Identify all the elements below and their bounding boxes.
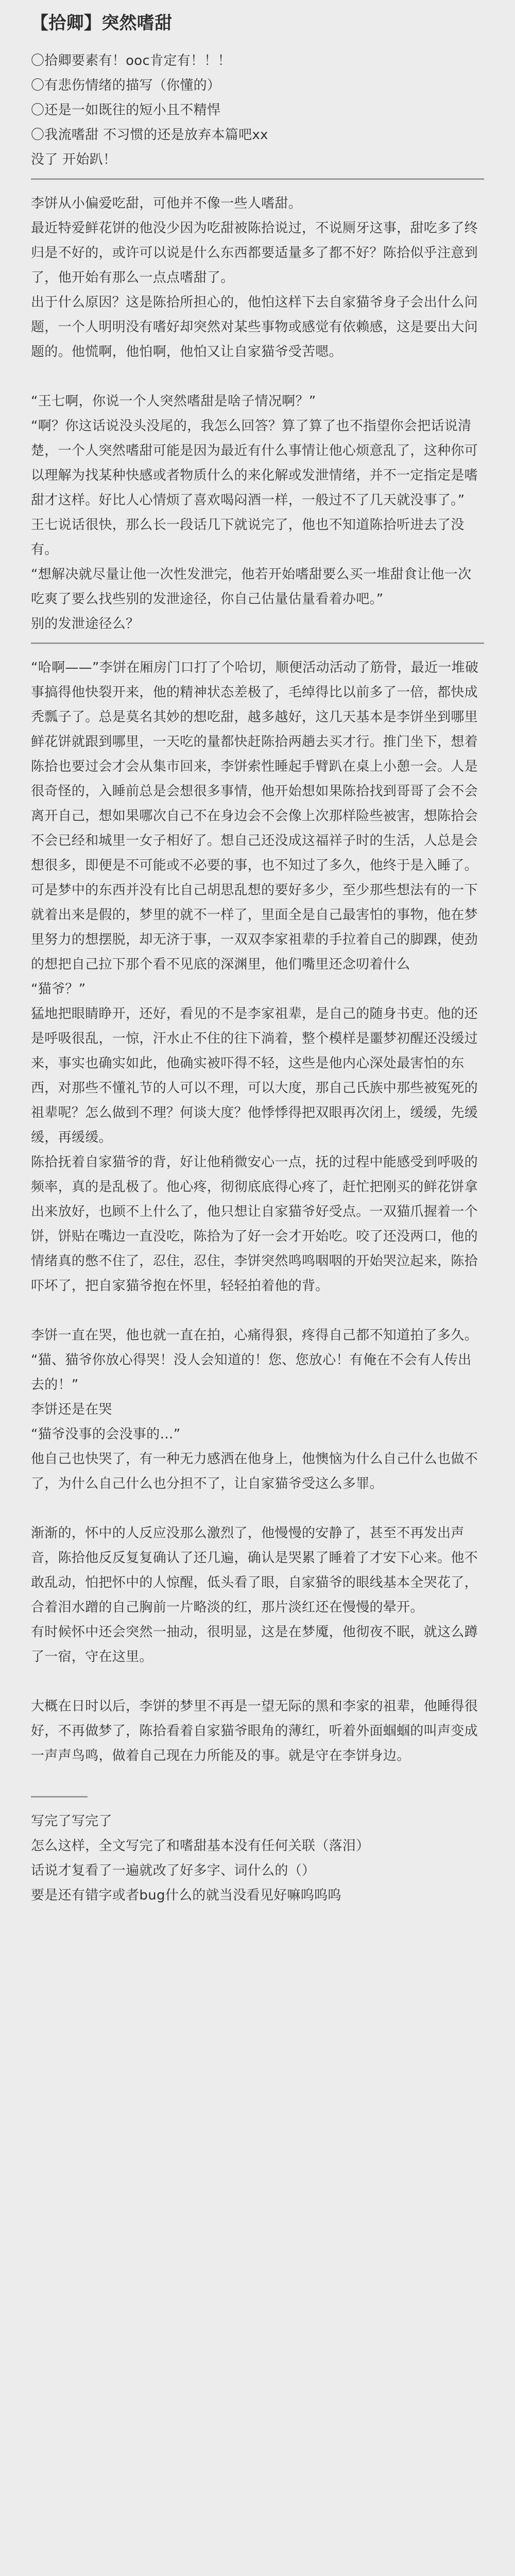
paragraph: 陈拾抚着自家猫爷的背，好让他稍微安心一点，抚的过程中能感受到呼吸的频率，真的是乱极了。他心疼，彻彻底底得心疼了，赶忙把刚买的鲜花饼拿出来放好，也顾不上什么了，他只想让自家猫爷好受点。一双猫爪握着一个饼，饼贴在嘴边一直没吃，陈拾为了好一会才开始吃。咬了还没两口，他的情绪真的憋不住了，忍住，忍住，李饼突然鸣鸣咽咽的开始哭泣起来，陈拾吓坏了，把自家猫爷抱在怀里，轻轻拍着他的背。	[31, 1155, 478, 1294]
paragraph: 王七说话很快，那么长一段话几下就说完了，他也不知道陈拾听进去了没有。	[31, 517, 465, 557]
divider	[31, 178, 484, 180]
blank-line	[31, 364, 484, 389]
paragraph: “猫爷？”	[31, 981, 86, 997]
page-title: 【拾卿】突然嗜甜	[31, 13, 173, 33]
afterword-line: 怎么这样，全文写完了和嗜甜基本没有任何关联（落泪）	[31, 1838, 370, 1854]
section-1	[31, 191, 484, 636]
paragraph: 出于什么原因？这是陈拾所担心的，他怕这样下去自家猫爷身子会出什么问题，一个人明明没有嗜好却突然对某些事物或感觉有依赖感，这是要出大问题的。他慌啊，他怕啊，他怕又让自家猫爷受苦嗯。	[31, 295, 478, 360]
divider	[31, 642, 484, 644]
note-line: 〇有悲伤情绪的描写（你懂的）	[31, 78, 221, 93]
paragraph: “啊？你这话说没头没尾的，我怎么回答？算了算了也不指望你会把话说清楚，一个人突然嗜甜可能是因为最近有什么事情让他心烦意乱了，这种你可以理解为找某种快感或者物质什么的来化解或发泄情绪，并不一定指定是嗜甜才这样。好比人心情烦了喜欢喝闷酒一样，一般过不了几天就没事了。”	[31, 418, 478, 508]
afterword-line: 话说才复看了一遍就改了好多字、词什么的（）	[31, 1863, 316, 1878]
paragraph: 有时候怀中还会突然一抽动，很明显，这是在梦魇，他彻夜不眠，就这么蹲了一宿，守在这里。	[31, 1624, 478, 1665]
section-5	[31, 1694, 484, 1768]
paragraph: “王七啊，你说一个人突然嗜甜是啥子情况啊？”	[31, 394, 316, 409]
notes-block	[31, 48, 484, 172]
section-3	[31, 1323, 484, 1496]
blank-line	[31, 1669, 484, 1694]
paragraph: 李饼一直在哭，他也就一直在拍，心痛得狠，疼得自己都不知道拍了多久。	[31, 1328, 478, 1343]
paragraph: 他自己也快哭了，有一种无力感洒在他身上，他懊恼为什么自己什么也做不了，为什么自己什么也分担不了，让自家猫爷受这么多罪。	[31, 1451, 478, 1492]
blank-line	[31, 1496, 484, 1521]
note-line: 〇我流嗜甜 不习惯的还是放弃本篇吧xx	[31, 127, 268, 143]
paragraph: 渐渐的，怀中的人反应没那么激烈了，他慢慢的安静了，甚至不再发出声音，陈拾他反反复复确认了还几遍，确认是哭累了睡着了才安下心来。他不敢乱动，怕把怀中的人惊醒，低头看了眼，自家猫爷的眼线基本全哭花了，合着泪水蹭的自己胸前一片略淡的红，那片淡红还在慢慢的晕开。	[31, 1526, 478, 1615]
paragraph: “哈啊——”李饼在厢房门口打了个哈切，顺便活动活动了筋骨，最近一堆破事搞得他快裂开来，他的精神状态差极了，毛绰得比以前多了一倍，都快成秃瓢子了。总是莫名其妙的想吃甜，越多越好，这几天基本是李饼坐到哪里鲜花饼就跟到哪里，一天吃的量都快赶陈拾两趟去买才行。推门坐下，想着陈拾也要过会才会从集市回来，李饼索性睡起手臂趴在桌上小憩一会。人是很奇怪的，入睡前总是会想很多事情，他开始想如果陈拾找到哥哥了会不会离开自己，想如果哪次自己不在身边会不会像上次那样险些被害，想陈拾会不会已经和城里一女子相好了。想自己还没成这福祥子时的生活，人总是会想很多，即便是不可能或不必要的事，也不知过了多久，他终于是入睡了。	[31, 660, 479, 873]
paragraph: 大概在日时以后，李饼的梦里不再是一望无际的黑和李家的祖辈，他睡得很好，不再做梦了，陈拾看着自家猫爷眼角的薄红，听着外面蝈蝈的叫声变成一声声鸟鸣，做着自己现在力所能及的事。就是守在李饼身边。	[31, 1699, 478, 1764]
note-line: 〇还是一如既往的短小且不精悍	[31, 103, 221, 118]
paragraph: “想解决就尽量让他一次性发泄完，他若开始嗜甜要么买一堆甜食让他一次吃爽了要么找些别的发泄途径，你自己估量估量看着办吧。”	[31, 567, 472, 607]
blank-line	[31, 1298, 484, 1323]
short-divider	[31, 1796, 88, 1798]
paragraph: 猛地把眼睛睁开，还好，看见的不是李家祖辈，是自己的随身书吏。他的还是呼吸很乱，一惊，汗水止不住的往下淌着，整个模样是噩梦初醒还没缓过来，事实也确实如此，他确实被吓得不轻，这些是他内心深处最害怕的东西，对那些不懂礼节的人可以不理，可以大度，那自己氏族中那些被冤死的祖辈呢？怎么做到不理？何谈大度？他悸悸得把双眼再次闭上，缓缓，先缓缓，再缓缓。	[31, 1006, 478, 1145]
afterword-line: 写完了写完了	[31, 1814, 112, 1829]
note-line: 〇拾卿要素有！ooc肯定有！！！	[31, 53, 231, 69]
document-body	[31, 9, 484, 1908]
blank-line	[31, 1768, 484, 1793]
paragraph: 别的发泄途径么？	[31, 616, 140, 632]
section-4	[31, 1521, 484, 1669]
paragraph: 最近特爱鲜花饼的他没少因为吃甜被陈拾说过，不说厕牙这事，甜吃多了终归是不好的，或许可以说是什么东西都要适量多了都不好？陈拾似乎注意到了，他开始有那么一点点嗜甜了。	[31, 221, 478, 285]
paragraph: “猫、猫爷你放心得哭！没人会知道的！您、您放心！有俺在不会有人传出去的！”	[31, 1352, 472, 1393]
paragraph: 李饼从小偏爱吃甜，可他并不像一些人嗜甜。	[31, 196, 302, 211]
note-line: 没了 开始趴！	[31, 152, 117, 167]
paragraph: 可是梦中的东西并没有比自己胡思乱想的要好多少，至少那些想法有的一下就着出来是假的，梦里的就不一样了，里面全是自己最害怕的事物，他在梦里努力的想摆脱，却无济于事，一双双李家祖辈的手拉着自己的脚踝，使劲的想把自己拉下那个看不见底的深渊里，他们嘴里还念叨着什么	[31, 883, 478, 972]
section-2	[31, 655, 484, 1298]
afterword-line: 要是还有错字或者bug什么的就当没看见好嘛呜呜呜	[31, 1888, 341, 1903]
paragraph: “猫爷没事的会没事的…”	[31, 1427, 181, 1442]
paragraph: 李饼还是在哭	[31, 1402, 112, 1417]
afterword	[31, 1809, 484, 1908]
